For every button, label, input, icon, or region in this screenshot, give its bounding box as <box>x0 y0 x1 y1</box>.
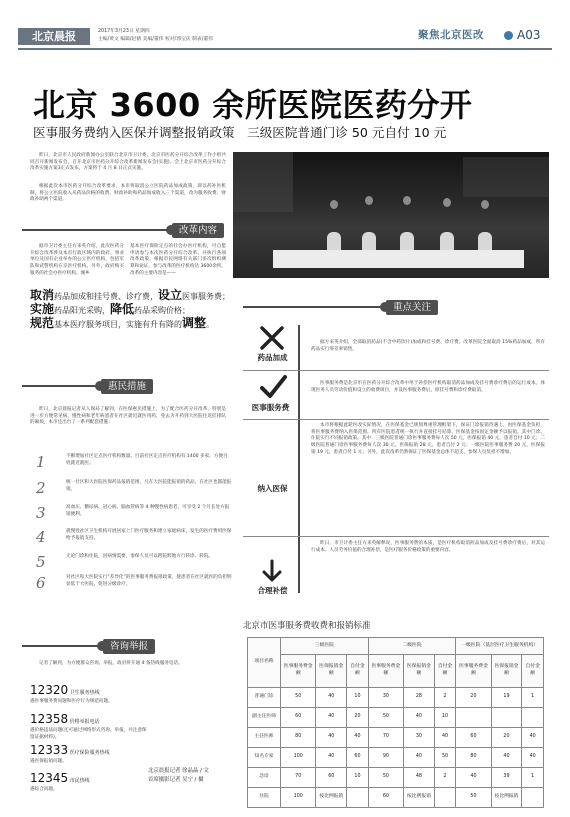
table-subheader: 医事服务费金额 <box>456 655 491 688</box>
hotline-item: 12320 卫生服务热线 遇医事服务费问题和医疗行为规范问题。 <box>30 683 113 705</box>
editor-credits: 主编/黄文 编辑/赵鹤 美编/董伟 校对/郭宝庆 制表/董伟 <box>98 37 213 42</box>
press-conference-photo <box>233 152 549 278</box>
focus-text-compensation: 昨日，市卫计委主任方来英解释说，医事服务费的本质，是医疗机构取消药品加成及挂号费诊疗费后，对其运行成本、人员劳务价值的合理补偿，是医疗服务价格政策的重要内容。 <box>311 541 545 553</box>
page-marker-icon <box>504 31 513 40</box>
reform-keyword-line-3: 规范基本医疗服务项目，实施有升有降的调整。 <box>30 316 215 330</box>
focus-text-drug-markup: 据方来英介绍，全部取消药品(不含中药饮片)加成和挂号费、诊疗费。改革医院全面取消 15%药品加成，所有药品实行零差率销售。 <box>311 340 545 352</box>
table-row: 知名专家 100 40 60 90 40 50 80 40 40 <box>248 748 544 768</box>
table-row: 副主任医师 60 40 20 50 40 10 <box>248 708 544 728</box>
check-icon <box>258 373 288 401</box>
column-title: 聚焦北京医改 <box>418 29 484 41</box>
hotline-item: 12345 市民热线 遇综合问题。 <box>30 771 90 793</box>
section-tag: 北京晨报 <box>18 28 90 45</box>
table-subheader: 自付金额 <box>434 655 456 688</box>
hotline-section-header: 咨询举报 <box>22 639 232 653</box>
table-subheader: 医事服务费金额 <box>281 655 316 688</box>
table-subheader: 医保报销金额 <box>316 655 347 688</box>
cross-icon <box>258 325 286 351</box>
table-group-header: 三级医院 <box>281 638 369 655</box>
hotline-item: 12358 价格举报电话 遇价格违法问题(还可通过网络形式咨询、举报，并注意保留证据材料)。 <box>30 712 147 741</box>
focus-label-compensation: 合理补偿 <box>257 586 288 595</box>
table-subheader: 医保报销金额 <box>491 655 522 688</box>
table-row: 主任医师 80 40 40 70 30 40 60 20 40 <box>248 728 544 748</box>
benefit-intro: 昨日，北京晨报记者从人保局了解到，在医保惠民措施上，为了配合医药分开改革，特别是进一步方便常见病、慢性病和老年病患者在社区就近就医用药，免去为开药到大医院往返挂排队的麻烦，本市还出台了一系列配套措施： <box>30 407 226 426</box>
reform-section-header: 改革内容 <box>22 223 232 237</box>
focus-label-service-fee: 医事服务费 <box>251 403 290 412</box>
headline: 北京 3600 余所医院医药分开 <box>33 86 473 124</box>
hotline-intro: 记者了解到，为方便群众咨询、举报，政府将开通 4 条热线服务电话。 <box>39 661 183 666</box>
subheadline: 医事服务费纳入医保并调整报销政策 三级医院普通门诊 50 元自付 10 元 <box>33 125 447 140</box>
focus-text-service-fee: 医事服务费是北京市在医药分开综合改革中用于补偿医疗机构取消药品加成及挂号费诊疗费后的运行成本，体现医务人员劳动价值和设立的收费项目，并设医事服务费后，原挂号费和诊疗费取消。 <box>311 381 545 393</box>
table-subheader: 医事服务费金额 <box>368 655 403 688</box>
reform-text-left: 据市卫计委主任方来英介绍，此次医药分开综合改革涉及本市行政区域内的政府、事业单位及国有企业举办的公立医疗机构，包括军队和武警机构在京医疗机构。另外，政府购买服务的社会办医疗机构、城乡 <box>30 244 124 276</box>
focus-section-header: 重点关注 <box>243 300 549 314</box>
arrow-down-icon <box>258 558 286 584</box>
table-group-header: 一级医院（基层医疗卫生服务机构） <box>456 638 544 655</box>
focus-divider <box>298 325 300 593</box>
table-row: 急诊 70 60 10 50 48 2 40 39 1 <box>248 768 544 788</box>
focus-label-insurance: 纳入医保 <box>257 484 288 493</box>
table-corner: 项目名称 <box>248 638 281 688</box>
table-subheader: 自付金额 <box>347 655 369 688</box>
focus-label-drug-markup: 药品加成 <box>257 353 288 362</box>
reform-text-right: 基本医疗保险定点的社会办医疗机构，可自愿申请参与本次医药分开综合改革。并执行各项改革政策。根据市民网络有关部门多次组织测算和论证，参与改革的医疗机构达 3600余所。改革的主要内容是—— <box>130 244 226 276</box>
focus-separator <box>243 536 549 537</box>
table-row: 普通门诊 50 40 10 30 28 2 20 19 1 <box>248 688 544 708</box>
reform-keyword-line-1: 取消药品加成和挂号费、诊疗费，设立医事服务费； <box>30 288 231 302</box>
table-subheader: 医保报销金额 <box>404 655 435 688</box>
lead-paragraph-2: 根据此次本市医药分开综合改革要求，本市将取消公立医院药品加成政策，即以药补医机制，将公立医院收入从药品价格的收费、财政补助和药品加成收入三个渠道，改为服务收费、财政补助两个渠道。 <box>30 184 226 203</box>
issue-date: 2017年3月23日 星期四 <box>98 29 150 34</box>
focus-text-insurance: 本市将根据此轮医改实际情况，在医保基金已规划尊重管理框架下，保证门诊报销待遇上，由医保基金负担，将医事服务费纳入医保范围。所有医院患者统一执行并直接挂号结算，医保基金按固定金额予以报销。其中门诊、住院实行不同报销政策。其中：三级医院普通门诊医事服务费每人次 50 元，医保报销 40 元，患者自付 10 元；二级医院普通门诊医事服务费每人次 30 元，医保报销 28 元，患者自付 2 元；一级医院医事服务费 20 元，医保报销 19 元，患者自付 1 元；另外，此次改革仍然保证了医保基金总体不超支、参保人员负担不增加。 <box>311 423 545 455</box>
masthead-rule <box>18 48 552 50</box>
table-group-header: 二级医院 <box>368 638 456 655</box>
photographer-byline: 首席摄影记者 吴宁 / 摄 <box>148 777 204 783</box>
fee-table-title: 北京市医事服务费收费和报销标准 <box>243 621 371 631</box>
reform-keyword-line-2: 实施药品阳光采购，降低药品采购价格； <box>30 302 191 316</box>
reporter-byline: 北京晨报记者 徐晶晶 / 文 <box>148 768 209 774</box>
fee-table <box>247 637 544 808</box>
hotline-item: 12333 医疗保险服务热线 遇医保报销问题。 <box>30 743 110 765</box>
page-number: A03 <box>517 28 541 42</box>
table-row: 住院 100 按比例报销 60 按比例报销 50 按比例报销 <box>248 788 544 808</box>
focus-separator <box>243 370 549 371</box>
table-subheader: 自付金额 <box>522 655 544 688</box>
focus-separator <box>243 419 549 420</box>
benefit-section-header: 惠民措施 <box>22 379 232 393</box>
lead-paragraph-1: 昨日，北京市人民政府新闻办公室联合北京市卫计委、北京市医药分开综合改革工作小组共同召开新闻发布会，召开北京市医药分开综合改革新闻发布会(实施)。会上北京市医药分开综合改革实施方案3正式发布，方案将于 4 月 8 日正式实施。 <box>30 153 226 172</box>
